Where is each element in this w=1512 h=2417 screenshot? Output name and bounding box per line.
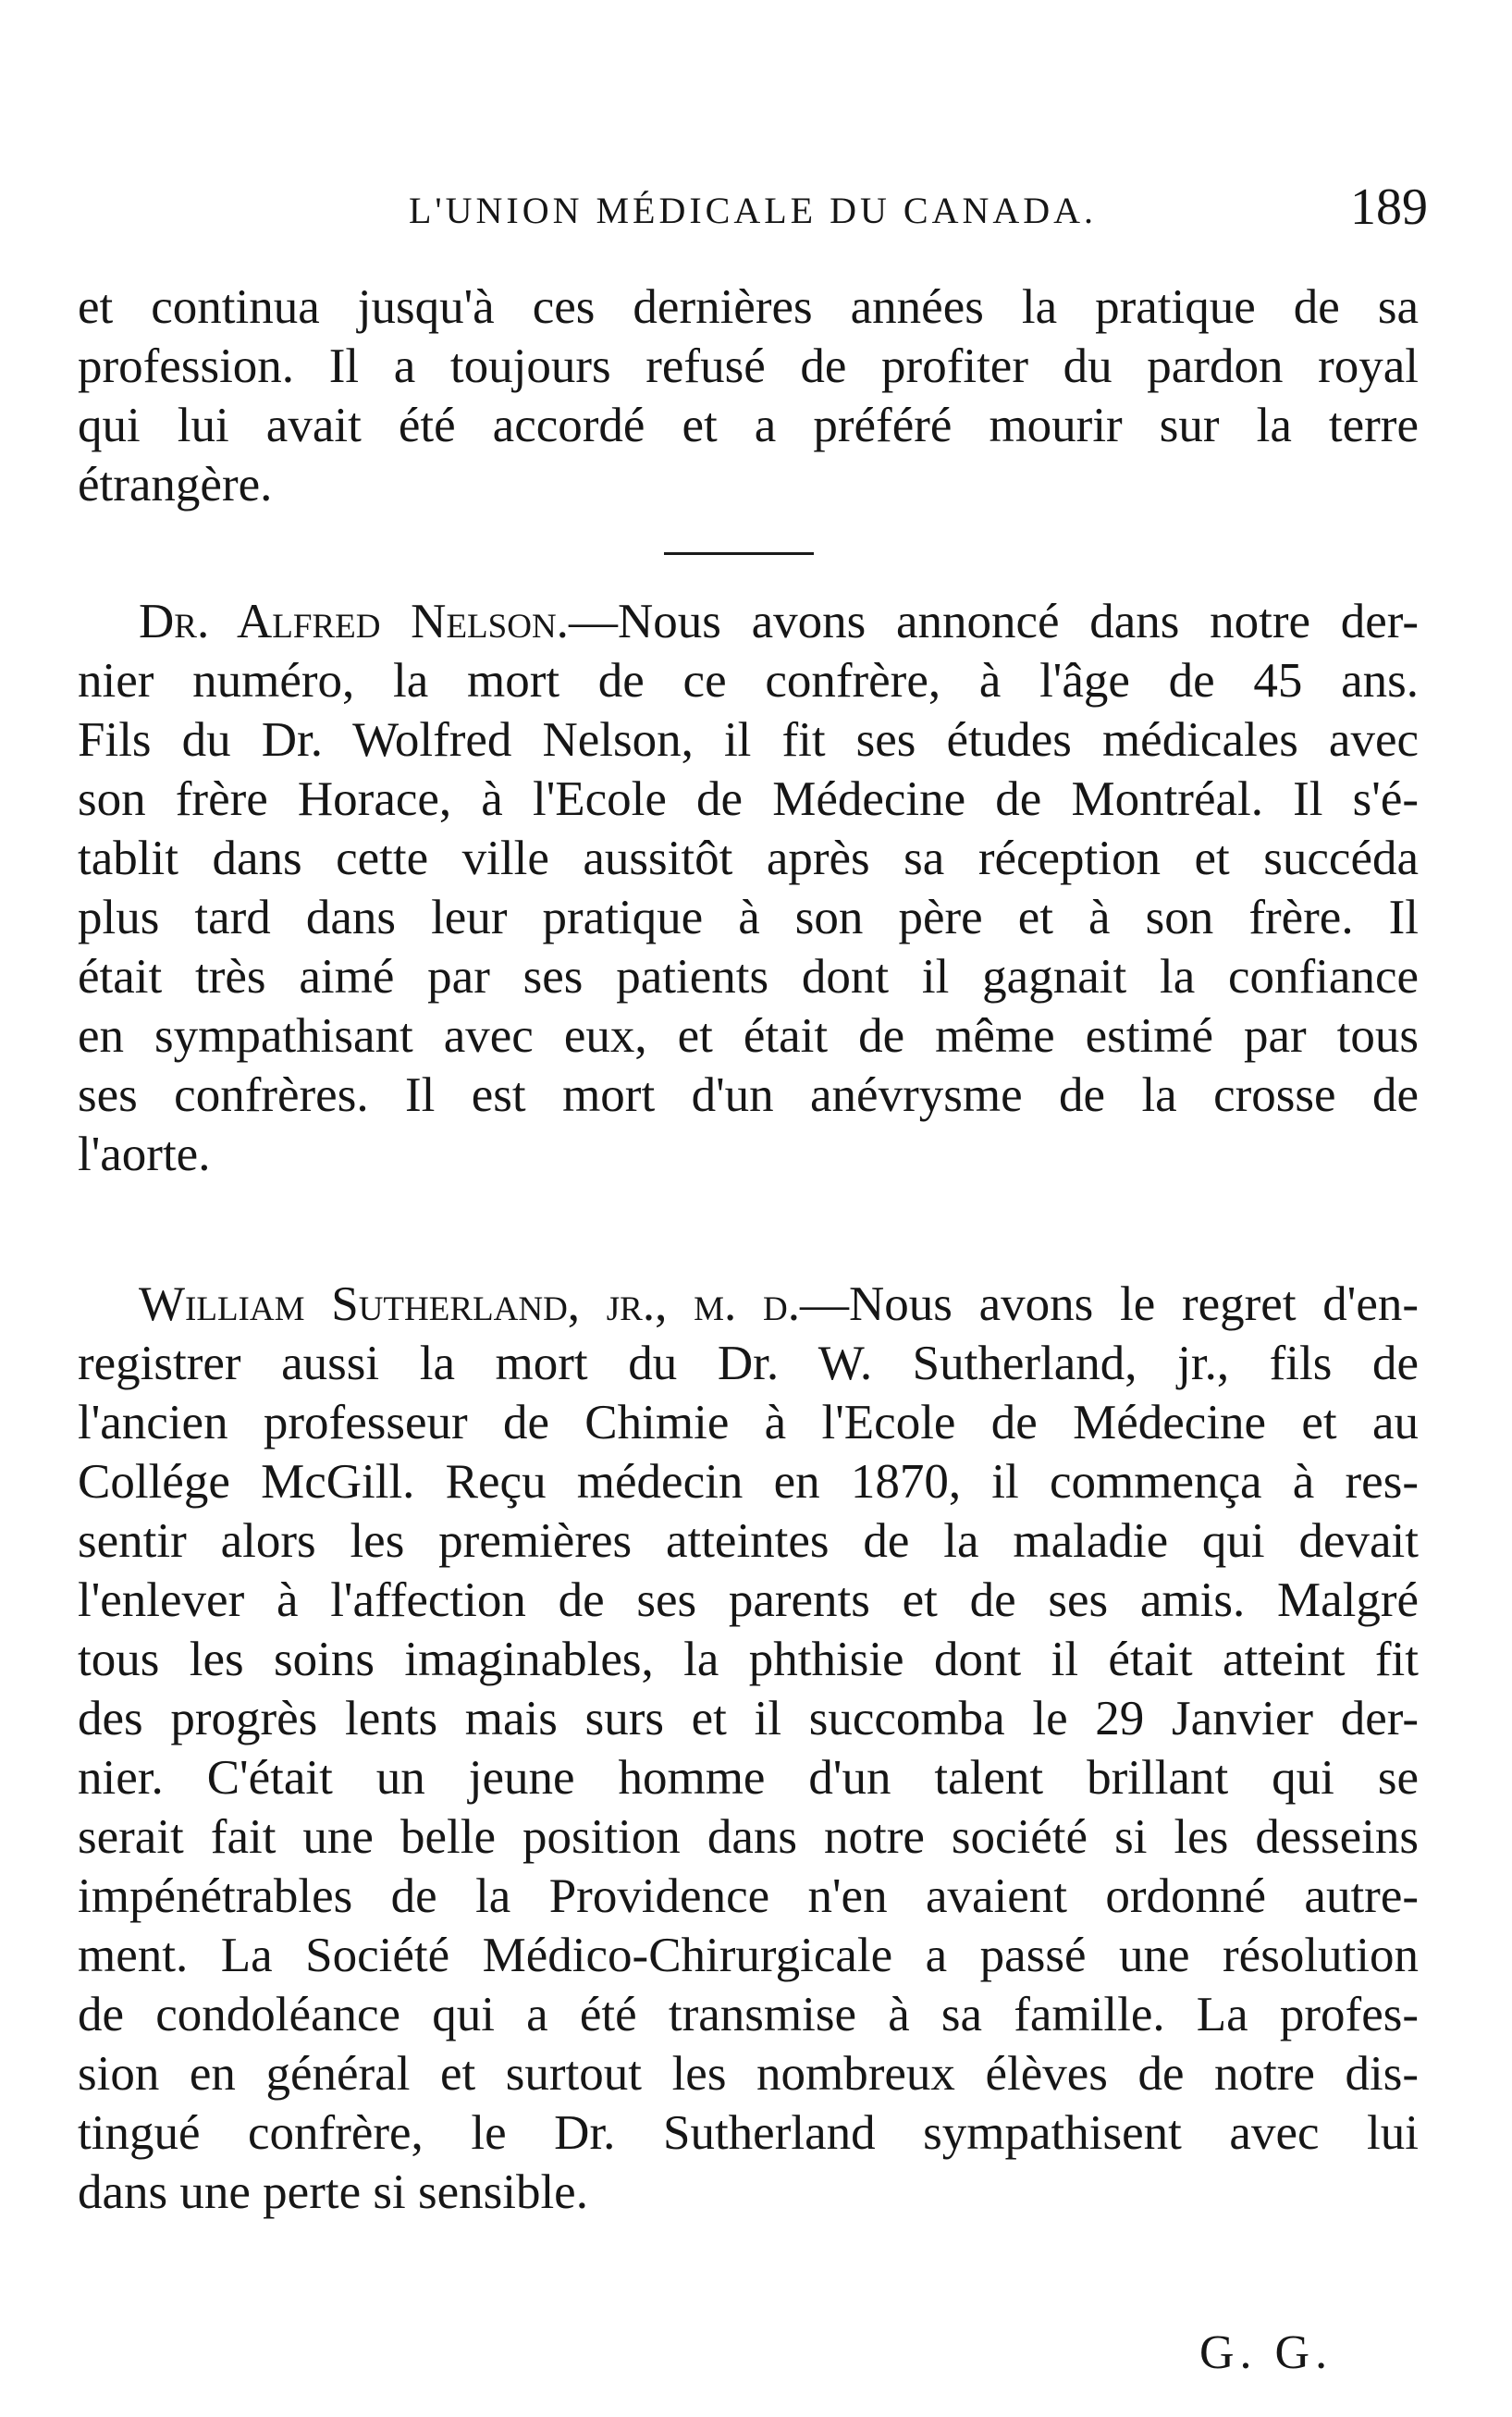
paragraph-3-line: sion en général et surtout les nombreux élèves de notre dis- [78, 2047, 1419, 2101]
page-header [78, 178, 1428, 236]
paragraph-3-line: tingué confrère, le Dr. Sutherland sympathisent avec lui [78, 2106, 1419, 2160]
paragraph-2-line: nier numéro, la mort de ce confrère, à l'âge de 45 ans. [78, 654, 1419, 708]
paragraph-3-line: l'enlever à l'affection de ses parents et de ses amis. Malgré [78, 1573, 1419, 1627]
paragraph-2-line: plus tard dans leur pratique à son père et à son frère. Il [78, 891, 1419, 944]
paragraph-3-first-line-text: —Nous avons le regret d'en- [799, 1277, 1419, 1331]
paragraph-2-first-line [139, 592, 1419, 651]
paragraph-3-line: des progrès lents mais surs et il succomba le 29 Janvier der- [78, 1692, 1419, 1745]
paragraph-2-line: ses confrères. Il est mort d'un anévrysme de la crosse de [78, 1068, 1419, 1122]
author-signature: G. G. [1199, 2326, 1334, 2379]
paragraph-2-line: tablit dans cette ville aussitôt après sa réception et succéda [78, 832, 1419, 885]
paragraph-2-line: en sympathisant avec eux, et était de même estimé par tous [78, 1009, 1419, 1063]
paragraph-3-line: dans une perte si sensible. [78, 2165, 588, 2219]
paragraph-2-line: son frère Horace, à l'Ecole de Médecine de Montréal. Il s'é- [78, 772, 1419, 826]
paragraph-3-first-line [139, 1275, 1419, 1334]
paragraph-3-line: registrer aussi la mort du Dr. W. Sutherland, jr., fils de [78, 1337, 1419, 1390]
paragraph-2-line: l'aorte. [78, 1128, 211, 1181]
paragraph-3-line: serait fait une belle position dans notre société si les desseins [78, 1810, 1419, 1864]
paragraph-3-line: Collége McGill. Reçu médecin en 1870, il commença à res- [78, 1455, 1419, 1509]
paragraph-2-line: Fils du Dr. Wolfred Nelson, il fit ses études médicales avec [78, 713, 1419, 767]
paragraph-2-first-line-text: —Nous avons annoncé dans notre der- [568, 595, 1419, 648]
paragraph-3-line: nier. C'était un jeune homme d'un talent brillant qui se [78, 1751, 1419, 1805]
paragraph-2-line: était très aimé par ses patients dont il gagnait la confiance [78, 950, 1419, 1004]
obituary-name-nelson: Dr. Alfred Nelson. [139, 595, 569, 648]
paragraph-3-line: sentir alors les premières atteintes de la maladie qui devait [78, 1514, 1419, 1568]
obituary-name-sutherland: William Sutherland, jr., m. d. [139, 1277, 800, 1331]
paragraph-3-line: de condoléance qui a été transmise à sa famille. La profes- [78, 1988, 1419, 2041]
paragraph-1-line: et continua jusqu'à ces dernières années la pratique de sa [78, 280, 1419, 334]
section-divider [664, 552, 814, 555]
paragraph-1-line: profession. Il a toujours refusé de profiter du pardon royal [78, 339, 1419, 393]
running-title: L'UNION MÉDICALE DU CANADA. [408, 190, 1098, 231]
paragraph-3-line: ment. La Société Médico-Chirurgicale a passé une résolution [78, 1929, 1419, 1982]
paragraph-3-line: impénétrables de la Providence n'en avaient ordonné autre- [78, 1869, 1419, 1923]
paragraph-1-line: qui lui avait été accordé et a préféré mourir sur la terre [78, 399, 1419, 452]
paragraph-1-line: étrangère. [78, 458, 273, 512]
paragraph-3-line: l'ancien professeur de Chimie à l'Ecole de Médecine et au [78, 1396, 1419, 1449]
paragraph-3-line: tous les soins imaginables, la phthisie dont il était atteint fit [78, 1633, 1419, 1686]
page-number: 189 [1350, 179, 1428, 236]
